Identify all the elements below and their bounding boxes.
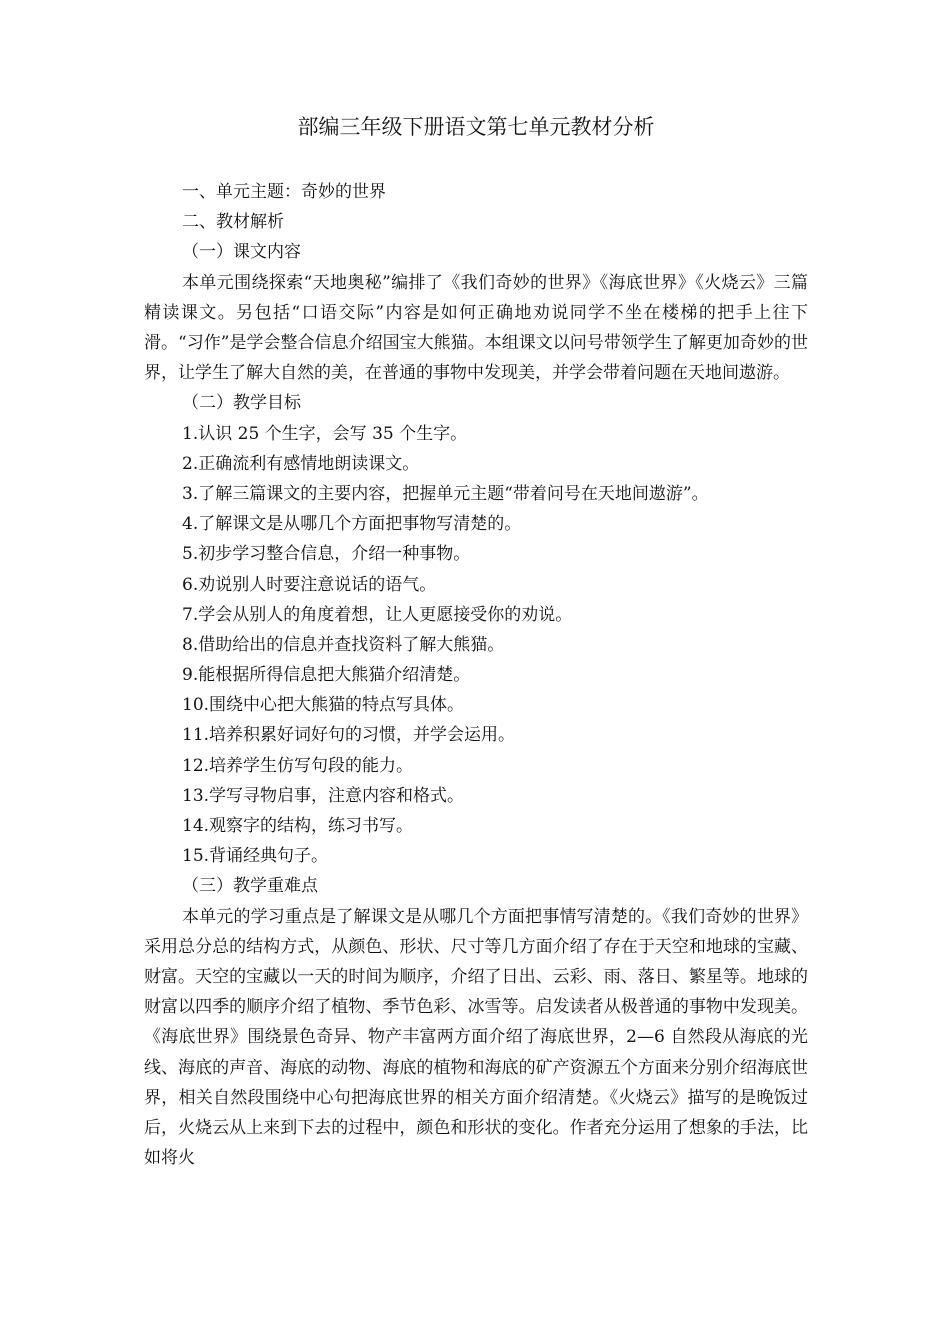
goal-item: 9.能根据所得信息把大熊猫介绍清楚。: [182, 665, 471, 686]
goal-item: 3.了解三篇课文的主要内容，把握单元主题“带着问号在天地间遨游”。: [182, 483, 709, 504]
paragraph-content: 本单元围绕探索“天地奥秘”编排了《我们奇妙的世界》《海底世界》《火烧云》三篇精读课文。另包括“口语交际”内容是如何正确地劝说同学不坐在楼梯的把手上往下滑。“习作”是学会整合信息介绍国宝大熊猫。本组课文以问号带领学生了解更加奇妙的世界，让学生了解大自然的美，在普通的事物中发现美，并学会带着问题在天地间遨游。: [144, 272, 808, 384]
goal-item: 13.学写寻物启事，注意内容和格式。: [182, 785, 465, 806]
goal-item: 7.学会从别人的角度着想，让人更愿接受你的劝说。: [182, 604, 573, 625]
goal-item: 11.培养积累好词好句的习惯，并学会运用。: [182, 725, 516, 746]
subsection-heading-goals: （二）教学目标: [182, 393, 301, 414]
goal-item: 12.培养学生仿写句段的能力。: [182, 755, 414, 776]
goals-list: [144, 419, 808, 872]
goal-item: 15.背诵经典句子。: [182, 846, 329, 867]
section-heading-analysis: 二、教材解析: [182, 212, 284, 233]
document-title: 部编三年级下册语文第七单元教材分析: [297, 115, 655, 139]
goal-item: 6.劝说别人时要注意说话的语气。: [182, 574, 437, 595]
goal-item: 5.初步学习整合信息，介绍一种事物。: [182, 544, 471, 565]
goal-item: 1.认识 25 个生字，会写 35 个生字。: [182, 423, 468, 444]
subsection-heading-key-points: （三）教学重难点: [182, 876, 318, 897]
document-body: [144, 177, 808, 1173]
section-heading-theme: 一、单元主题：奇妙的世界: [182, 182, 386, 202]
paragraph-key-points: 本单元的学习重点是了解课文是从哪几个方面把事情写清楚的。《我们奇妙的世界》采用总分总的结构方式，从颜色、形状、尺寸等几方面介绍了存在于天空和地球的宝藏、财富。天空的宝藏以一天的时间为顺序，介绍了日出、云彩、雨、落日、繁星等。地球的财富以四季的顺序介绍了植物、季节色彩、冰雪等。启发读者从极普通的事物中发现美。《海底世界》围绕景色奇异、物产丰富两方面介绍了海底世界，2—6 自然段从海底的光线、海底的声音、海底的动物、海底的植物和海底的矿产资源五个方面来分别介绍海底世界，相关自然段围绕中心句把海底世界的相关方面介绍清楚。《火烧云》描写的是晚饭过后，火烧云从上来到下去的过程中，颜色和形状的变化。作者充分运用了想象的手法，比如将火: [144, 906, 808, 1169]
goal-item: 2.正确流利有感情地朗读课文。: [182, 453, 420, 474]
goal-item: 14.观察字的结构，练习书写。: [182, 816, 414, 836]
goal-item: 10.围绕中心把大熊猫的特点写具体。: [182, 695, 465, 716]
goal-item: 4.了解课文是从哪几个方面把事物写清楚的。: [182, 514, 522, 535]
subsection-heading-content: （一）课文内容: [182, 242, 301, 263]
goal-item: 8.借助给出的信息并查找资料了解大熊猫。: [182, 634, 505, 655]
